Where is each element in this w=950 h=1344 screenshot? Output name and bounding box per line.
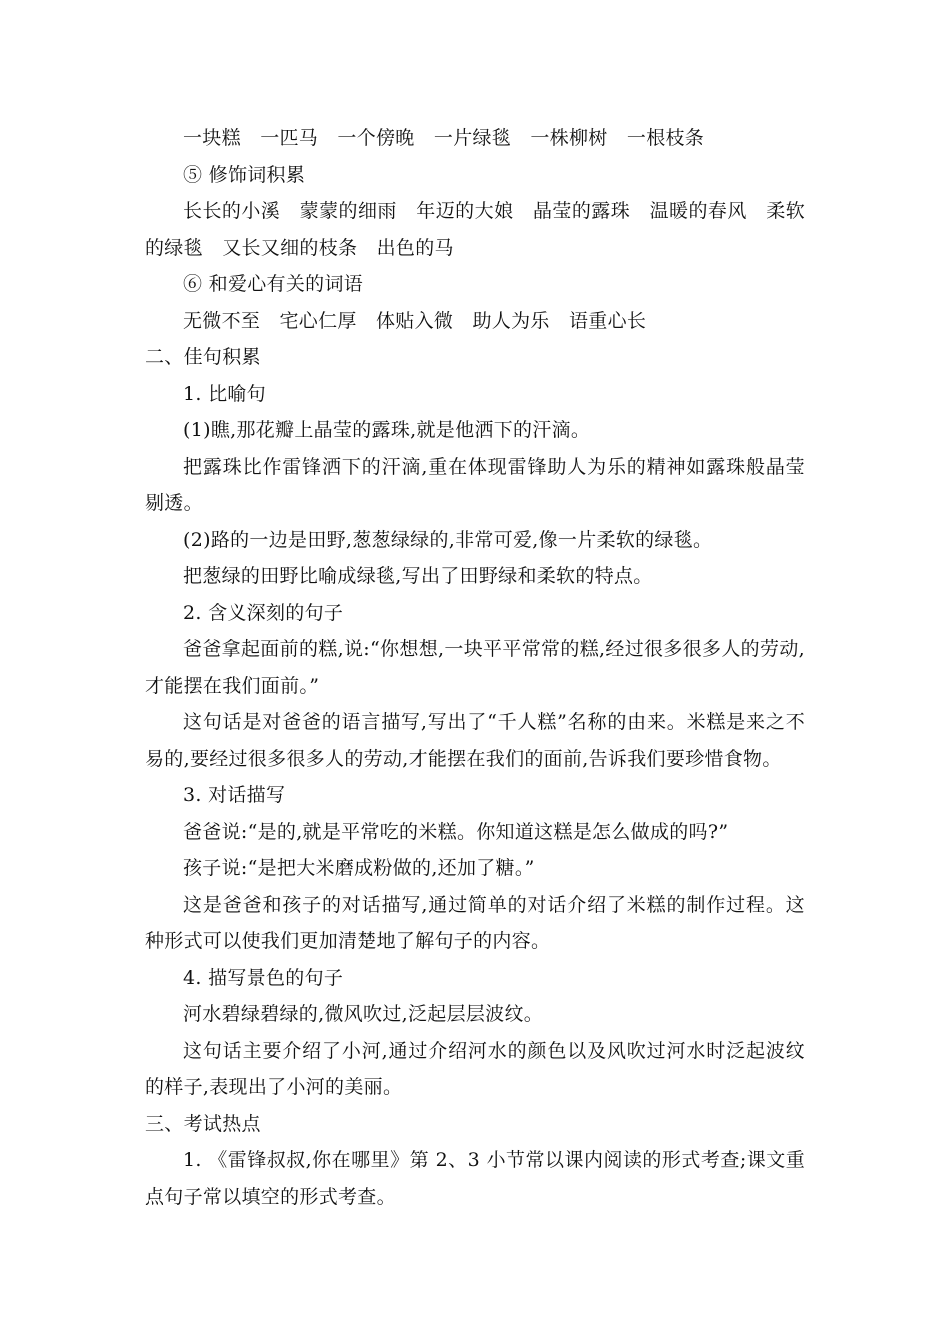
section-heading-exam-hotspots: 三、考试热点	[145, 1112, 261, 1135]
heading-love-words: ⑥ 和爱心有关的词语	[183, 273, 364, 295]
subheading-scenery: 4. 描写景色的句子	[183, 966, 344, 989]
measure-word-list: 一块糕 一匹马 一个傍晚 一片绿毯 一株柳树 一根枝条	[183, 127, 705, 149]
dialogue-line-father: 爸爸说:“是的,就是平常吃的米糕。你知道这糕是怎么做成的吗?”	[183, 820, 729, 843]
subheading-deep-meaning: 2. 含义深刻的句子	[183, 601, 344, 624]
document-page	[0, 120, 950, 1215]
modifier-word-list: 长长的小溪 蒙蒙的细雨 年迈的大娘 晶莹的露珠 温暖的春风 柔软的绿毯 又长又细的枝条 出色的马	[145, 200, 805, 259]
section-heading-good-sentences: 二、佳句积累	[145, 346, 261, 368]
subheading-dialogue: 3. 对话描写	[183, 784, 286, 806]
dialogue-analysis: 这是爸爸和孩子的对话描写,通过简单的对话介绍了米糕的制作过程。这种形式可以使我们更加清楚地了解句子的内容。	[145, 893, 805, 952]
dialogue-line-child: 孩子说:“是把大米磨成粉做的,还加了糖。”	[183, 857, 535, 879]
scenery-analysis: 这句话主要介绍了小河,通过介绍河水的颜色以及风吹过河水时泛起波纹的样子,表现出了小河的美丽。	[145, 1039, 805, 1098]
metaphor-example-2: (2)路的一边是田野,葱葱绿绿的,非常可爱,像一片柔软的绿毯。	[183, 528, 713, 551]
metaphor-analysis-1: 把露珠比作雷锋洒下的汗滴,重在体现雷锋助人为乐的精神如露珠般晶莹剔透。	[145, 455, 805, 514]
deep-meaning-analysis: 这句话是对爸爸的语言描写,写出了“千人糕”名称的由来。米糕是来之不易的,要经过很多很多人的劳动,才能摆在我们的面前,告诉我们要珍惜食物。	[145, 711, 805, 770]
exam-hotspot-1: 1. 《雷锋叔叔,你在哪里》第 2、3 小节常以课内阅读的形式考查;课文重点句子常以填空的形式考查。	[145, 1149, 805, 1208]
love-word-list: 无微不至 宅心仁厚 体贴入微 助人为乐 语重心长	[183, 309, 647, 332]
subheading-metaphor: 1. 比喻句	[183, 382, 266, 405]
heading-modifier-words: ⑤ 修饰词积累	[183, 163, 306, 186]
metaphor-analysis-2: 把葱绿的田野比喻成绿毯,写出了田野绿和柔软的特点。	[183, 565, 653, 587]
deep-meaning-example: 爸爸拿起面前的糕,说:“你想想,一块平平常常的糕,经过很多很多人的劳动,才能摆在我们面前。”	[145, 638, 805, 697]
scenery-example: 河水碧绿碧绿的,微风吹过,泛起层层波纹。	[183, 1003, 544, 1025]
metaphor-example-1: (1)瞧,那花瓣上晶莹的露珠,就是他洒下的汗滴。	[183, 419, 591, 441]
